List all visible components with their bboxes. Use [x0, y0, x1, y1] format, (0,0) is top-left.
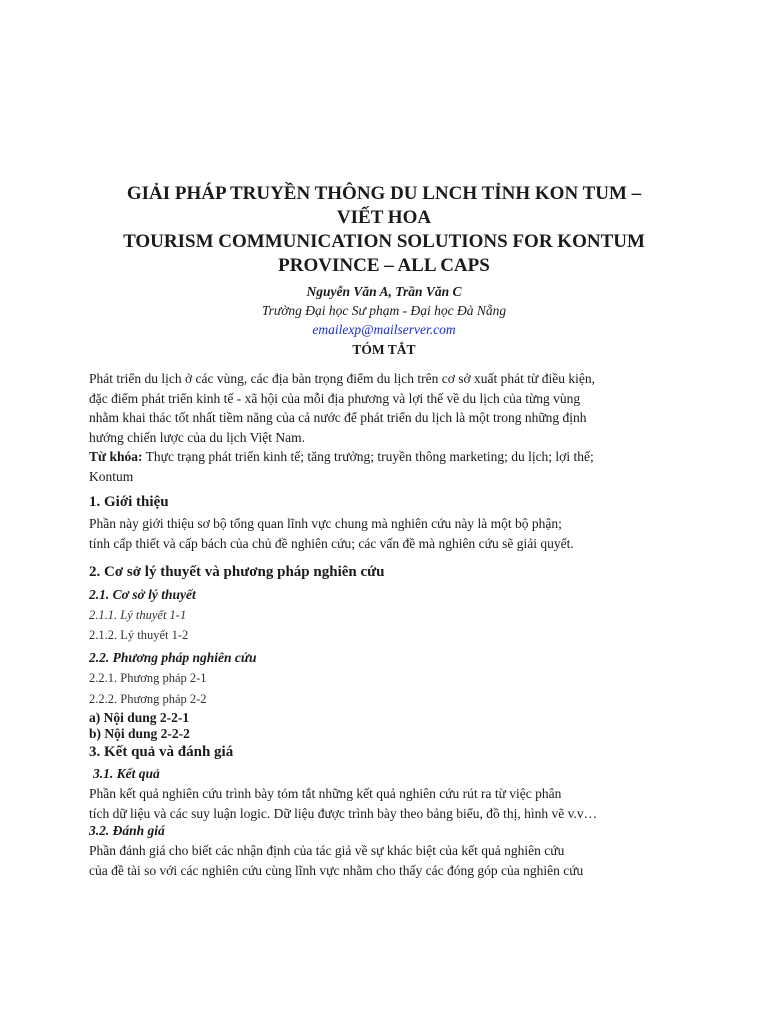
keywords-text: Thực trạng phát triển kinh tế; tăng trưởng; truyền thông marketing; du lịch; lợi thế; [142, 449, 594, 464]
subsection-2-1-heading: 2.1. Cơ sở lý thuyết [89, 587, 196, 602]
keywords-line-2: Kontum [89, 468, 134, 484]
keywords-label: Từ khóa: [89, 449, 143, 464]
item-b: b) Nội dung 2-2-2 [89, 726, 190, 741]
keywords-line [89, 447, 679, 467]
paper-title [80, 182, 688, 278]
section-1-body [89, 514, 679, 553]
subsubsection-2-2-1: 2.2.1. Phương pháp 2-1 [89, 671, 207, 685]
abstract-line: đặc điểm phát triển kinh tế - xã hội của mỗi địa phương và lợi thế về du lịch của từng vùng [89, 390, 581, 406]
section-1-heading: 1. Giới thiệu [89, 494, 169, 510]
section-3-1-line: Phần kết quả nghiên cứu trình bày tóm tắt những kết quả nghiên cứu rút ra từ việc phân [89, 786, 562, 801]
section-2-heading: 2. Cơ sở lý thuyết và phương pháp nghiên cứu [89, 564, 385, 580]
affiliation: Trường Đại học Sư phạm - Đại học Đà Nẵng [261, 303, 507, 318]
email-link[interactable]: emailexp@mailserver.com [312, 322, 456, 337]
abstract-heading: TÓM TẮT [352, 342, 416, 357]
abstract-body [89, 369, 679, 486]
subsection-2-2-heading: 2.2. Phương pháp nghiên cứu [89, 650, 257, 665]
subsubsection-2-1-2: 2.1.2. Lý thuyết 1-2 [89, 628, 189, 642]
abstract-line: hướng chiến lược của du lịch Việt Nam. [89, 429, 306, 445]
title-en-line-1: TOURISM COMMUNICATION SOLUTIONS FOR KONTUM [123, 231, 645, 252]
section-3-2-line: của đề tài so với các nghiên cứu cùng lĩnh vực nhằm cho thấy các đóng góp của nghiên cứu [89, 862, 584, 878]
section-1-line: tính cấp thiết và cấp bách của chủ đề nghiên cứu; các vấn đề mà nghiên cứu sẽ giải quyết. [89, 535, 574, 551]
subsubsection-2-1-1: 2.1.1. Lý thuyết 1-1 [89, 608, 187, 622]
abstract-line: Phát triển du lịch ở các vùng, các địa bàn trọng điểm du lịch trên cơ sở xuất phát từ điều kiện, [89, 371, 595, 386]
section-3-heading: 3. Kết quả và đánh giá [89, 744, 234, 760]
title-en-line-2: PROVINCE – ALL CAPS [278, 255, 490, 276]
item-a: a) Nội dung 2-2-1 [89, 710, 190, 725]
section-3-2-line: Phần đánh giá cho biết các nhận định của tác giả về sự khác biệt của kết quả nghiên cứu [89, 843, 565, 858]
section-1-line: Phần này giới thiệu sơ bộ tổng quan lĩnh vực chung mà nghiên cứu này là một bộ phận; [89, 516, 562, 531]
section-3-2-body [89, 841, 679, 880]
title-vi-line-1: GIẢI PHÁP TRUYỀN THÔNG DU LNCH TỈNH KON TUM – [126, 183, 642, 204]
authors: Nguyễn Văn A, Trần Văn C [306, 284, 462, 299]
section-3-1-line: tích dữ liệu và các suy luận logic. Dữ liệu được trình bày theo bảng biểu, đồ thị, hình vẽ v.v… [89, 805, 598, 821]
abstract-line: nhằm khai thác tốt nhất tiềm năng của cả nước để phát triển du lịch là một trong những định [89, 410, 587, 425]
subsection-3-2-heading: 3.2. Đánh giá [89, 823, 165, 838]
section-3-1-body [89, 784, 679, 823]
subsection-3-1-heading: 3.1. Kết quả [93, 766, 160, 781]
title-vi-line-2: VIẾT HOA [336, 207, 432, 228]
subsubsection-2-2-2: 2.2.2. Phương pháp 2-2 [89, 692, 207, 706]
